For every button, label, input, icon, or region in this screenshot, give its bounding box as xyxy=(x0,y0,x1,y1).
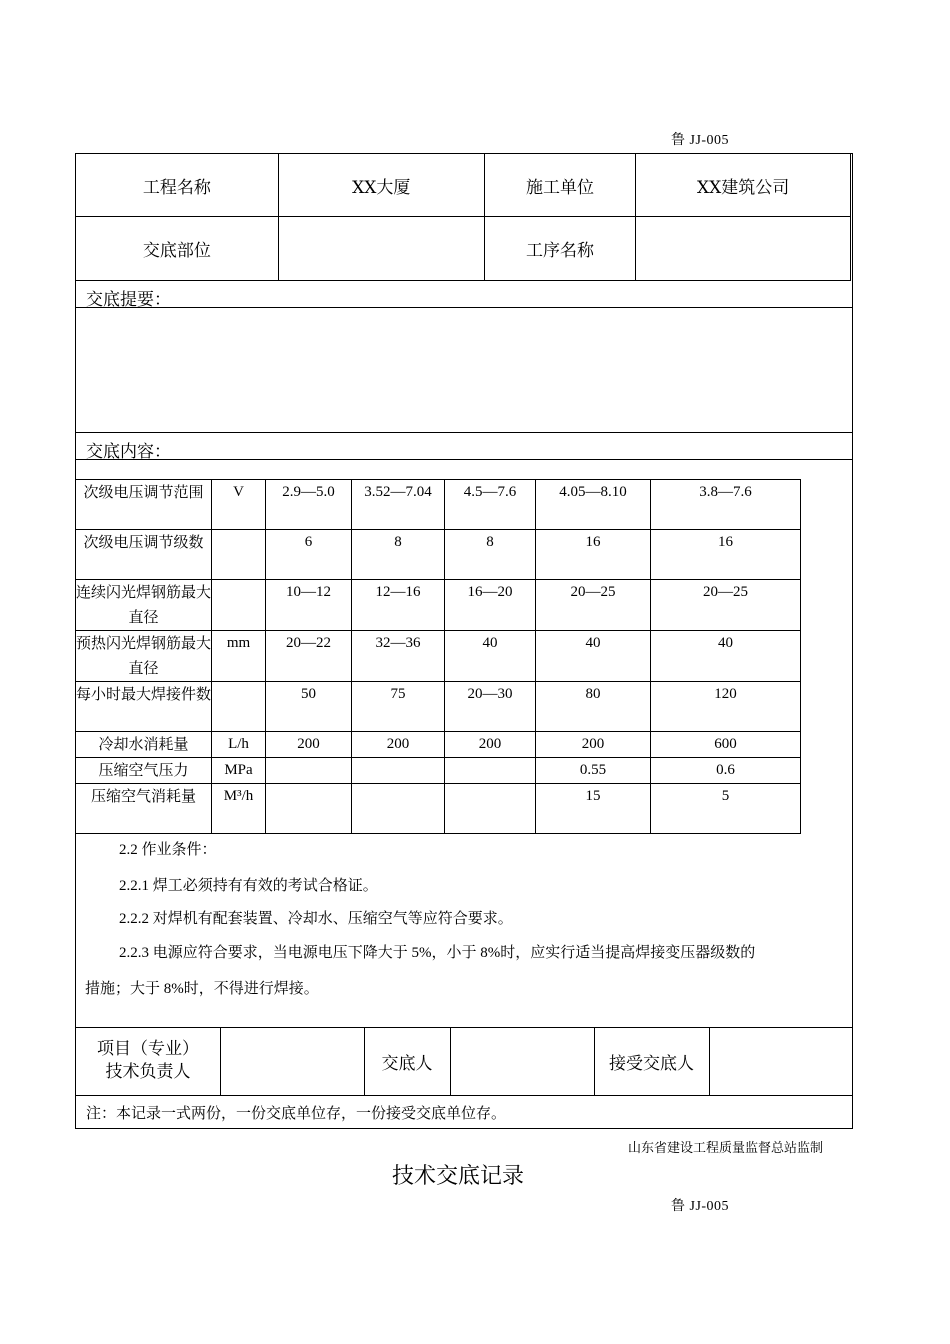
table-cell: 3.8—7.6 xyxy=(651,480,801,530)
condition-item: 2.2.1 焊工必须持有有效的考试合格证。 xyxy=(119,878,378,894)
summary-label: 交底提要： xyxy=(86,290,171,310)
table-cell xyxy=(445,758,536,784)
row-label: 连续闪光焊钢筋最大直径 xyxy=(76,580,212,631)
divider xyxy=(76,1095,852,1096)
table-row xyxy=(76,580,801,631)
table-cell: 20—25 xyxy=(536,580,651,631)
table-cell xyxy=(445,784,536,834)
table-cell: 200 xyxy=(266,732,352,758)
table-cell: 15 xyxy=(536,784,651,834)
part-value[interactable] xyxy=(278,217,484,281)
table-cell: 200 xyxy=(445,732,536,758)
project-name-label: 工程名称 xyxy=(76,154,279,217)
table-cell xyxy=(266,784,352,834)
table-cell: 16 xyxy=(651,530,801,580)
table-cell: 50 xyxy=(266,682,352,732)
table-cell: 200 xyxy=(352,732,445,758)
form-code: 鲁 JJ-005 xyxy=(671,1199,730,1214)
row-unit: V xyxy=(212,480,266,530)
table-cell: 5 xyxy=(651,784,801,834)
receiver-label: 接受交底人 xyxy=(609,1053,694,1074)
row-unit: L/h xyxy=(212,732,266,758)
row-label: 压缩空气压力 xyxy=(76,758,212,784)
condition-item: 2.2.3 电源应符合要求，当电源电压下降大于 5%，小于 8%时，应实行适当提高焊接变压器级数的 xyxy=(119,945,756,961)
table-cell: 40 xyxy=(445,631,536,682)
table-row xyxy=(76,480,801,530)
table-cell: 3.52—7.04 xyxy=(352,480,445,530)
table-cell: 40 xyxy=(536,631,651,682)
table-cell: 2.9—5.0 xyxy=(266,480,352,530)
row-label: 次级电压调节范围 xyxy=(76,480,212,530)
note: 注：本记录一式两份，一份交底单位存，一份接受交底单位存。 xyxy=(86,1104,507,1122)
table-cell: 20—30 xyxy=(445,682,536,732)
table-cell xyxy=(266,758,352,784)
construction-unit-label: 施工单位 xyxy=(484,154,635,217)
footer-org: 山东省建设工程质量监督总站监制 xyxy=(628,1141,824,1156)
row-unit: mm xyxy=(212,631,266,682)
table-cell xyxy=(352,784,445,834)
form-code: 鲁 JJ-005 xyxy=(671,133,730,148)
spec-table xyxy=(75,479,801,834)
divider xyxy=(76,459,852,460)
row-label: 预热闪光焊钢筋最大直径 xyxy=(76,631,212,682)
table-cell: 4.05—8.10 xyxy=(536,480,651,530)
header-table xyxy=(75,153,851,281)
table-cell: 40 xyxy=(651,631,801,682)
table-cell: 600 xyxy=(651,732,801,758)
row-unit: M³/h xyxy=(212,784,266,834)
table-cell: 0.6 xyxy=(651,758,801,784)
row-label: 每小时最大焊接件数 xyxy=(76,682,212,732)
condition-item-continued: 措施；大于 8%时，不得进行焊接。 xyxy=(85,981,319,997)
table-cell: 12—16 xyxy=(352,580,445,631)
divider xyxy=(76,307,852,308)
page-title: 技术交底记录 xyxy=(392,1164,525,1189)
table-cell: 20—22 xyxy=(266,631,352,682)
table-cell: 8 xyxy=(445,530,536,580)
table-cell: 6 xyxy=(266,530,352,580)
content-label: 交底内容： xyxy=(86,442,171,462)
row-unit: MPa xyxy=(212,758,266,784)
table-cell xyxy=(352,758,445,784)
row-unit xyxy=(212,580,266,631)
part-label: 交底部位 xyxy=(76,217,279,281)
table-cell: 75 xyxy=(352,682,445,732)
table-row xyxy=(76,530,801,580)
tech-lead-label: 项目（专业） 技术负责人 xyxy=(97,1039,199,1082)
discloser-signature-field[interactable] xyxy=(451,1028,594,1095)
table-cell: 4.5—7.6 xyxy=(445,480,536,530)
row-label: 冷却水消耗量 xyxy=(76,732,212,758)
tech-lead-signature-field[interactable] xyxy=(221,1028,364,1095)
table-cell: 16 xyxy=(536,530,651,580)
divider xyxy=(76,432,852,433)
table-cell: 16—20 xyxy=(445,580,536,631)
table-cell: 10—12 xyxy=(266,580,352,631)
row-unit xyxy=(212,530,266,580)
condition-item: 2.2.2 对焊机有配套装置、冷却水、压缩空气等应符合要求。 xyxy=(119,911,513,927)
table-cell: 200 xyxy=(536,732,651,758)
table-cell: 8 xyxy=(352,530,445,580)
process-label: 工序名称 xyxy=(484,217,635,281)
table-cell: 20—25 xyxy=(651,580,801,631)
table-row xyxy=(76,758,801,784)
row-unit xyxy=(212,682,266,732)
table-cell: 32—36 xyxy=(352,631,445,682)
row-label: 次级电压调节级数 xyxy=(76,530,212,580)
construction-unit-value[interactable]: XX建筑公司 xyxy=(636,154,851,217)
discloser-label: 交底人 xyxy=(381,1053,433,1074)
table-cell: 0.55 xyxy=(536,758,651,784)
table-cell: 80 xyxy=(536,682,651,732)
process-value[interactable] xyxy=(636,217,851,281)
table-row xyxy=(76,682,801,732)
receiver-signature-field[interactable] xyxy=(710,1028,851,1095)
row-label: 压缩空气消耗量 xyxy=(76,784,212,834)
table-row xyxy=(76,784,801,834)
table-row xyxy=(76,631,801,682)
conditions-title: 2.2 作业条件： xyxy=(119,842,217,858)
project-name-value[interactable]: XX大厦 xyxy=(278,154,484,217)
table-row xyxy=(76,732,801,758)
table-cell: 120 xyxy=(651,682,801,732)
